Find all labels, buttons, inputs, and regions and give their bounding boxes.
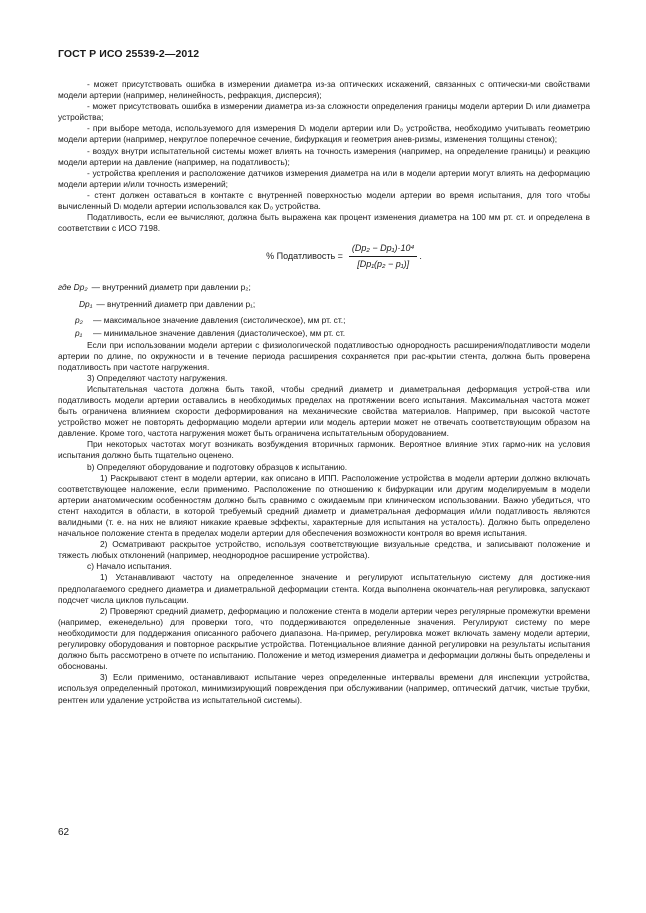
paragraph: 3) Если применимо, останавливают испытание через определенные интервалы времени для инспекции устройства, используя определенный протокол, минимизирующий повреждения при обслуживании (например, оптический датчик, чистые трубки, рентген или удаление устройства из испытательной системы). (58, 672, 590, 705)
formula-legend (58, 281, 590, 340)
paragraph: - стент должен оставаться в контакте с внутренней поверхностью модели артерии во время испытания, для того чтобы вычисленный Dₗ модели артерии использовался как D₀ устройства. (58, 189, 590, 212)
legend-text: — минимальное значение давления (диастолическое), мм рт. ст. (93, 327, 346, 338)
paragraph: с) Начало испытания. (87, 561, 172, 572)
paragraph: Если при использовании модели артерии с физиологической податливостью однородность расширения/податливости модели артерии по длине, по окружности и в течение периода расширения сохраняется при рас-крытии стента, должна быть проверена податливость при частоте нагружения. (58, 339, 590, 372)
document-header: ГОСТ Р ИСО 25539-2—2012 (58, 48, 200, 60)
paragraph: - может присутствовать ошибка в измерении диаметра из-за сложности определения границы модели артерии Dₗ или диаметра устройства; (58, 101, 590, 123)
paragraph: Податливость, если ее вычисляют, должна быть выражена как процент изменения диаметра на 100 мм рт. ст. и определена в соответствии с ИСО 7198. (58, 212, 590, 234)
paragraph: При некоторых частотах могут возникать возбуждения вторичных гармоник. Вероятное влияние этих гармо-ник на условия испытания должно быть тщательно оценено. (58, 439, 590, 461)
paragraph: Испытательная частота должна быть такой, чтобы средний диаметр и диаметральная деформация устрой-ства или податливость модели артерии оставались в необходимых пределах на протяжении всего испытания. Максимальная частота может быть ограничена влиянием скорости деформирования на механические свойства материалов. Например, при высокой частоте устройство может не повторять деформацию модели артерии или модель артерии может не отвечать соответствующим образом на давление. Кроме того, частота нагружения может быть ограничена испытательным оборудованием. (58, 383, 590, 439)
legend-symbol: где Dp₂ (58, 281, 88, 292)
compliance-formula (58, 243, 590, 270)
legend-text: — внутренний диаметр при давлении p₂; (91, 281, 251, 292)
paragraph: - устройства крепления и расположение датчиков измерения диаметра на или в модели артерии могут влиять на деформацию модели артерии и/или точность измерений; (58, 167, 590, 189)
legend-symbol: p₁ (75, 327, 83, 338)
paragraph: - при выборе метода, используемого для измерения Dₗ модели артерии или D₀ устройства, необходимо учитывать геометрию модели артерии (например, некруглое поперечное сечение, бифуркация и геометрия анев-ризмы, изменения толщины стенок); (58, 123, 590, 145)
legend-row (58, 314, 590, 327)
paragraph: 1) Раскрывают стент в модели артерии, как описано в ИПП. Расположение устройства в модели артерии должно включать соответствующее наложение, если применимо. Расположение по отношению к бифуркации или другим моделируемым в модели артерии анатомическим особенностям должно быть сравнимо с ожидаемым при клиническом использовании. Важно убедиться, что стент находится в области, в которой требуемый средний диаметр и диаметральная деформация и/или податливость являются валидными (т. е. на них не влияют никакие краевые эффекты, характерные для испытания на усталость). Должно быть определено начальное положение стента в пределах модели артерии для обеспечения возможности контроля во время испытания. (58, 472, 590, 539)
formula-fraction (349, 243, 417, 270)
legend-text: — внутренний диаметр при давлении p₁; (96, 298, 256, 309)
formula-denominator: [Dp₁(p₂ − p₁)] (357, 259, 410, 270)
paragraph: b) Определяют оборудование и подготовку образцов к испытанию. (87, 461, 348, 472)
page-number: 62 (58, 827, 70, 838)
paragraph: 2) Проверяют средний диаметр, деформацию и положение стента в модели артерии через регулярные промежутки времени (например, еженедельно) для проверки того, что поддерживаются определенные значения. Регулируют систему по мере необходимости для поддержания описанного рабочего диапазона. На-пример, регулировка может включать замену модели артерии, регулировку оборудования и повторное раскрытие устройства. Потенциальное влияние данной регулировки на результаты испытания должно быть рассмотрено в отчете по испытанию. Положение и метод измерения диаметра и деформации должны быть определены и обоснованы. (58, 605, 590, 672)
legend-row (58, 281, 590, 294)
paragraph: 2) Осматривают раскрытое устройство, используя соответствующие визуальные средства, и записывают положение и тяжесть любых отклонений (например, неоднородное расширение устройства). (58, 539, 590, 561)
legend-row (58, 298, 590, 311)
legend-row (58, 327, 590, 340)
legend-symbol: Dp₁ (79, 298, 93, 309)
paragraph: - воздух внутри испытательной системы может влиять на точность измерения (например, на определение границы) и реакцию модели артерии на давление (например, на податливость); (58, 145, 590, 167)
paragraph: 3) Определяют частоту нагружения. (87, 372, 228, 383)
paragraph: - может присутствовать ошибка в измерении диаметра из-за оптических искажений, связанных с оптически-ми свойствами модели артерии (например, нелинейность, рефракция, дисперсия); (58, 79, 590, 101)
document-body (58, 79, 590, 706)
formula-numerator: (Dp₂ − Dp₁)·10⁴ (349, 243, 417, 257)
legend-symbol: p₂ (75, 314, 83, 325)
formula-lhs: % Податливость = (266, 251, 343, 262)
legend-text: — максимальное значение давления (систолическое), мм рт. ст.; (93, 314, 346, 325)
formula-tail: . (419, 251, 422, 262)
paragraph: 1) Устанавливают частоту на определенное значение и регулируют испытательную систему для достиже-ния предполагаемого среднего диаметра и диаметральной деформации стента. Когда выполнена окончатель-ная регулировка, запускают подсчет числа циклов пульсации. (58, 572, 590, 605)
